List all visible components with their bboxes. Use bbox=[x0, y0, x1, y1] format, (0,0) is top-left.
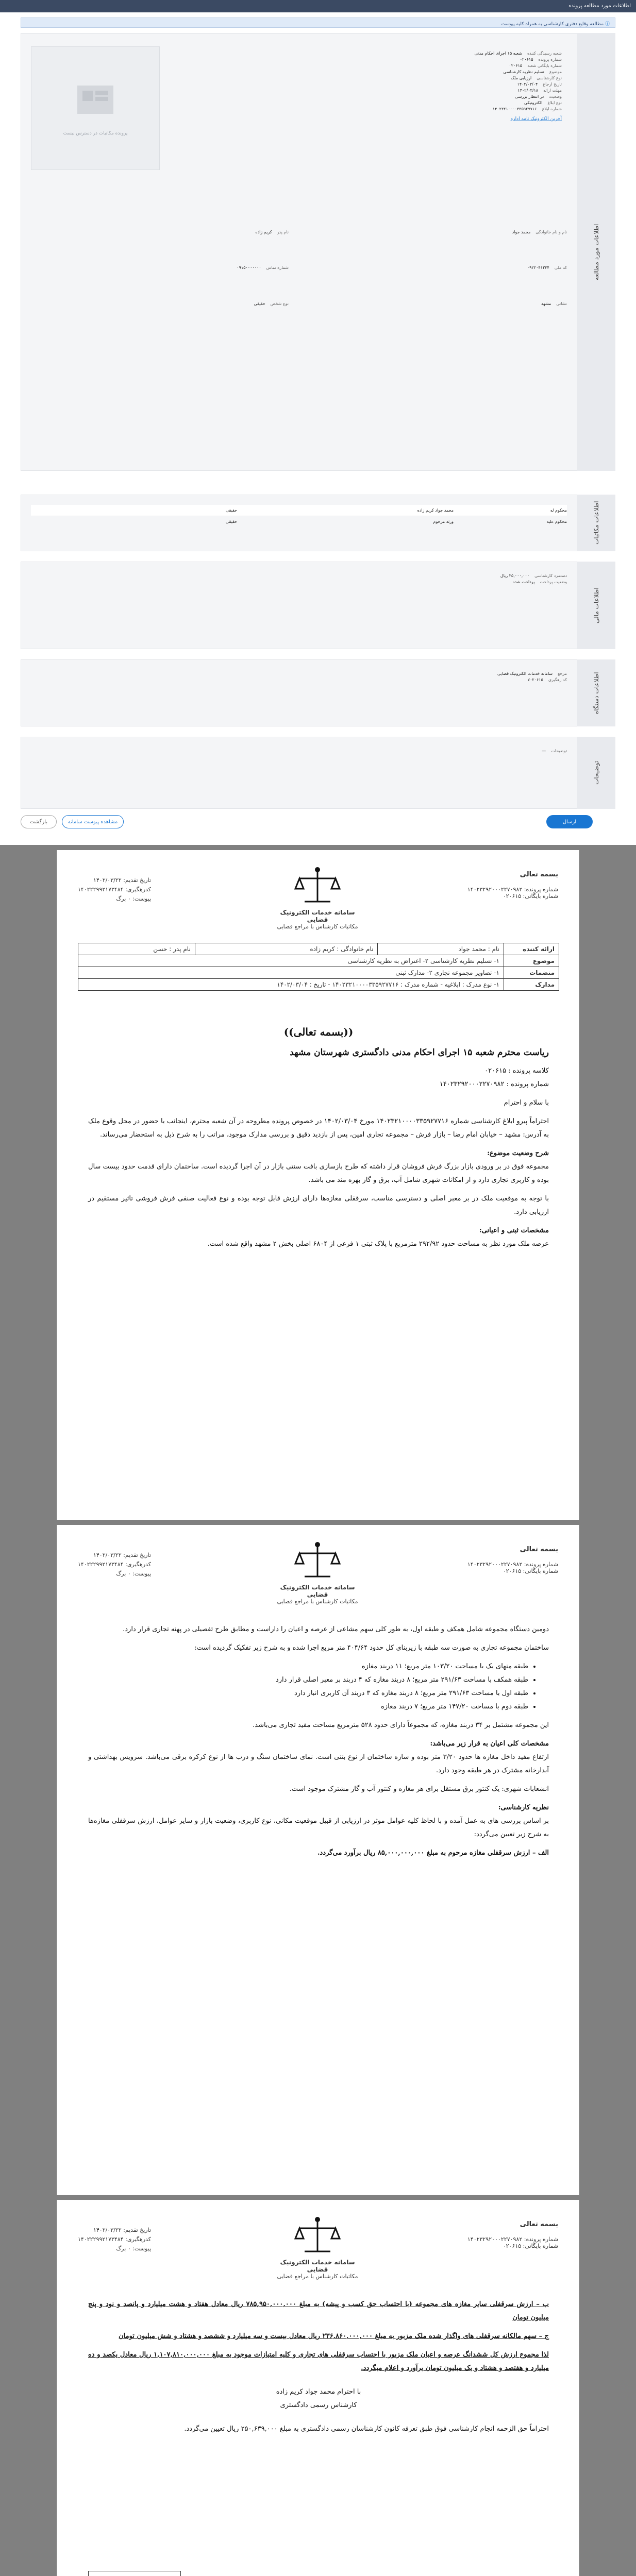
letter-paragraph: مجموعه فوق در بر ورودی بازار بزرگ فرش فروشان قرار داشته که طرح بازسازی بافت سنتی بازار در آن اجرا گردیده است. ساختمان دارای قدمت حدود بیست سال بوده و کاربری تجاری دارد و از امکانات شهری شامل آب، برق و گاز بهره مند می باشد. bbox=[88, 1163, 549, 1184]
meta-label: شماره بایگانی: bbox=[523, 2243, 558, 2249]
party-label: کد ملی bbox=[554, 265, 567, 270]
device-value: سامانه خدمات الکترونیک قضایی bbox=[497, 671, 553, 676]
image-caption: پرونده مکاتبات در دسترس نیست bbox=[63, 131, 128, 136]
party-value: کریم زاده bbox=[255, 230, 272, 235]
letter-file-no: شماره پرونده : ۱۴۰۲۳۲۹۲۰۰۰۲۲۷۰۹۸۲ bbox=[439, 1080, 549, 1088]
field-value: تسلیم نظریه کارشناسی bbox=[503, 70, 544, 74]
letter-paragraph: ساختمان مجموعه تجاری به صورت سه طبقه با زیربنای کل حدود ۴۰۴/۶۴ متر مربع اجرا شده و به شرح زیر تفکیک گردیده است: bbox=[194, 1644, 549, 1652]
section-tab-case-info[interactable]: اطلاعات مورد مطالعه bbox=[577, 33, 615, 471]
meta-value: پیوست: ۰ برگ bbox=[116, 895, 152, 902]
meta-label: کدرهگیری: bbox=[125, 1561, 152, 1568]
hdr-cell: نام خانوادگی : کریم زاده bbox=[195, 943, 378, 955]
letter-subtitle: مشخصات ثبتی و اعیانی: bbox=[479, 1227, 549, 1234]
field-value: ۱۴۰۲/۰۳/۱۸ bbox=[517, 88, 539, 93]
meta-label: شماره پرونده: bbox=[524, 2236, 558, 2243]
signature-box bbox=[88, 2571, 181, 2576]
letter-subtitle: شرح وضعیت موضوع: bbox=[487, 1149, 549, 1157]
section-tab-device[interactable]: اطلاعات دستگاه bbox=[577, 659, 615, 726]
letter-bullet: • طبقه اول با مساحت ۲۹۱/۶۳ متر مربع؛ ۸ دربند مغازه که ۳ دربند آن کاربری انبار دارد bbox=[88, 1687, 528, 1700]
related-cell: حقیقی bbox=[225, 519, 237, 524]
hdr-label: ارائه کننده bbox=[504, 943, 559, 955]
letter-paragraph: ج – سهم مالکانه سرقفلی های واگذار شده ملک مزبور به مبلغ ۲۳۶,۸۶۰,۰۰۰,۰۰۰ ریال معادل بیست و سه میلیارد و ششصد و هشتاد و شش میلیون تومان bbox=[119, 2332, 549, 2340]
party-label: نام پدر bbox=[277, 230, 289, 235]
meta-value: پیوست: ۰ برگ bbox=[116, 2245, 152, 2252]
letter-greeting: با سلام و احترام bbox=[504, 1099, 549, 1107]
meta-label: شماره پرونده: bbox=[524, 886, 558, 893]
letter-heading: ((بسمه تعالی)) bbox=[283, 1026, 354, 1038]
letter-confidential: بسمه تعالی bbox=[520, 871, 558, 878]
meta-value: ۱۴۰۲۲۲۹۹۲۱۷۳۴۸۴ bbox=[78, 2236, 124, 2243]
letter-subtitle: مشخصات کلی اعیان به قرار زیر می‌باشد: bbox=[430, 1740, 549, 1748]
letter-paragraph: احتراماً حق الزحمه انجام کارشناسی فوق طبق تعرفه کانون کارشناسان رسمی دادگستری به مبلغ ۲۵۰,۶۳۹,۰۰۰ ریال تعیین می‌گردد. bbox=[184, 2425, 549, 2433]
related-cell: ورثه مرحوم bbox=[433, 519, 454, 524]
court-emblem bbox=[274, 866, 361, 930]
field-label: شماره ابلاغ bbox=[542, 107, 562, 111]
court-emblem bbox=[274, 2215, 361, 2280]
device-label: مرجع bbox=[558, 671, 567, 676]
hdr-label: منضمات bbox=[504, 967, 559, 979]
court-emblem bbox=[274, 1540, 361, 1605]
org-line1: سامانه خدمات الکترونیک قضایی bbox=[280, 2259, 355, 2273]
meta-value: ۱۴۰۲۲۲۹۹۲۱۷۳۴۸۴ bbox=[78, 1561, 124, 1568]
letter-paragraph: عرصه ملک مورد نظر به مساحت حدود ۲۹۲/۹۲ مترمربع با پلاک ثبتی ۱ فرعی از ۶۸۰۴ اصلی بخش ۲ مشهد واقع شده است. bbox=[207, 1240, 549, 1248]
field-label: شماره بایگانی شعبه bbox=[527, 63, 562, 68]
case-fields bbox=[170, 49, 562, 183]
party-value: حقیقی bbox=[254, 301, 265, 306]
field-label: موضوع bbox=[549, 70, 562, 74]
letter-bullet: • طبقه منهای یک با مساحت ۱۰۳/۲۰ متر مربع؛ ۱۱ دربند مغازه bbox=[88, 1660, 528, 1673]
party-value: ۰۹۱۵۰۰۰۰۰۰۰ bbox=[237, 265, 261, 270]
org-line1: سامانه خدمات الکترونیک قضایی bbox=[280, 1584, 355, 1598]
related-cell: محکوم له bbox=[550, 508, 567, 513]
field-value: ۱۴۰۲/۰۳/۰۴ bbox=[517, 82, 538, 87]
meta-value: ۰۲۰۶۱۵ bbox=[503, 2243, 522, 2249]
meta-value: ۱۴۰۲۳۲۹۲۰۰۰۲۲۷۰۹۸۲ bbox=[467, 2236, 523, 2243]
notes-value: — bbox=[542, 749, 546, 753]
case-link[interactable]: آخرین الکترونیک نامه اداره bbox=[510, 116, 562, 122]
view-attachments-button[interactable]: مشاهده پیوست سامانه bbox=[62, 815, 124, 828]
letter-paragraph: با توجه به موقعیت ملک در بر معبر اصلی و دسترسی مناسب، سرقفلی مغازه‌ها دارای ارزش قابل توجه بوده و نوع فعالیت صنفی فرش فروشی تاثیر مستقیم در ارزیابی دارد. bbox=[88, 1195, 549, 1216]
letter-bullet: • طبقه همکف با مساحت ۲۹۱/۶۳ متر مربع؛ ۸ دربند مغازه که ۴ دربند بر معبر اصلی قرار دارد bbox=[88, 1673, 528, 1687]
party-label: نام و نام خانوادگی bbox=[535, 230, 567, 235]
gavel-icon bbox=[67, 80, 124, 127]
meta-label: شماره بایگانی: bbox=[523, 1568, 558, 1574]
scales-of-justice-icon bbox=[294, 2215, 341, 2257]
letter-class-no: کلاسه پرونده : ۰۲۰۶۱۵ bbox=[484, 1067, 549, 1075]
field-label: تاریخ ارجاع bbox=[543, 82, 562, 87]
meta-value: ۱۴۰۲/۰۳/۲۲ bbox=[93, 2227, 122, 2233]
meta-label: شماره پرونده: bbox=[524, 1561, 558, 1568]
letter-closing: کارشناس رسمی دادگستری bbox=[280, 2401, 357, 2409]
field-label: نوع ابلاغ bbox=[547, 100, 562, 105]
letter-body-3 bbox=[88, 2298, 549, 2441]
hdr-cell: نام : محمد جواد bbox=[378, 943, 504, 955]
meta-value: ۱۴۰۲۳۲۹۲۰۰۰۲۲۷۰۹۸۲ bbox=[467, 1561, 523, 1568]
letter-paragraph: احتراماً پیرو ابلاغ کارشناسی شماره ۱۴۰۲۳۲۱۰۰۰۰۳۳۵۹۲۷۷۱۶ مورخ ۱۴۰۲/۰۳/۰۴ در خصوص پرونده مطروحه در آن شعبه محترم، اینجانب با حضور در محل وقوع ملک به آدرس: مشهد – خیابان امام رضا – بازار فرش – مجموعه تجاری امین، پس از بازدید دقیق و بررسی مدارک موجود، مراتب را به شرح ذیل به استحضار می‌رساند. bbox=[88, 1117, 549, 1139]
letter-paragraph: بر اساس بررسی های به عمل آمده و با لحاظ کلیه عوامل موثر در ارزیابی از قبیل موقعیت مکانی، نوع کاربری، وضعیت بازار و سایر عوامل، ارزش سرقفلی مغازه‌ها به شرح زیر تعیین می‌گردد: bbox=[88, 1817, 549, 1838]
hdr-cell: نام پدر : حسن bbox=[78, 943, 195, 955]
hdr-cell: ۱- تصاویر مجموعه تجاری ۲- مدارک ثبتی bbox=[78, 967, 504, 979]
letter-closing: با احترام محمد جواد کریم زاده bbox=[276, 2388, 361, 2396]
scales-of-justice-icon bbox=[294, 1540, 341, 1582]
related-cell: محکوم علیه bbox=[546, 519, 567, 524]
field-label: مهلت ارائه bbox=[543, 88, 562, 93]
field-value: الکترونیکی bbox=[524, 100, 543, 105]
meta-value: ۱۴۰۲/۰۳/۲۲ bbox=[93, 877, 122, 884]
letter-paragraph: ارتفاع مفید داخل مغازه ها حدود ۳/۲۰ متر بوده و سازه ساختمان از نوع بتنی است. نمای ساختمان سنگ و درب ها از نوع کرکره برقی می‌باشد. سرویس بهداشتی و آبدارخانه مشترک در هر طبقه وجود دارد. bbox=[88, 1753, 549, 1774]
letter-meta-case bbox=[467, 1561, 558, 1574]
hdr-cell: ۱- تسلیم نظریه کارشناسی ۲- اعتراض به نظریه کارشناسی bbox=[78, 955, 504, 967]
info-icon: ⓘ bbox=[605, 22, 610, 27]
field-label: وضعیت bbox=[549, 94, 562, 99]
org-line2: مکاتبات کارشناس با مراجع قضایی bbox=[277, 2273, 358, 2280]
meta-value: ۰۲۰۶۱۵ bbox=[503, 893, 522, 900]
letter-paragraph: لذا مجموع ارزش کل ششدانگ عرصه و اعیان ملک مزبور با احتساب سرقفلی های تجاری و کلیه امتیازات موجود به مبلغ ۱,۱۰۷,۸۱۰,۰۰۰,۰۰۰ ریال معادل یکصد و ده میلیارد و هفتصد و هشتاد و یک میلیون تومان برآورد و اعلام میگردد. bbox=[88, 2351, 549, 2372]
device-rows bbox=[31, 670, 567, 684]
meta-label: کدرهگیری: bbox=[125, 886, 152, 893]
hdr-cell: ۱- نوع مدرک : ابلاغیه - شماره مدرک : ۱۴۰۲۳۲۱۰۰۰۰۳۳۵۹۲۷۷۱۶ - تاریخ : ۱۴۰۲/۰۳/۰۴ bbox=[78, 979, 504, 991]
case-image-placeholder bbox=[31, 46, 160, 170]
letter-meta-dates bbox=[78, 1551, 151, 1579]
letter-body-2 bbox=[88, 1623, 549, 1865]
hdr-label: موضوع bbox=[504, 955, 559, 967]
letter-address: ریاست محترم شعبه ۱۵ اجرای احکام مدنی دادگستری شهرستان مشهد bbox=[290, 1047, 549, 1058]
party-value: ۰۹۲۲۰۴۱۲۳۴ bbox=[527, 265, 549, 270]
letter-subtitle: نظریه کارشناسی: bbox=[498, 1804, 549, 1811]
back-button[interactable]: بازگشت bbox=[21, 815, 57, 828]
field-value: در انتظار بررسی bbox=[515, 94, 544, 99]
meta-label: تاریخ تقدیم: bbox=[123, 1552, 152, 1558]
letter-body-1 bbox=[88, 1025, 549, 1256]
field-value: شعبه ۱۵ اجرای احکام مدنی bbox=[474, 51, 522, 56]
field-label: شعبه رسیدگی کننده bbox=[527, 51, 562, 56]
hdr-label: مدارک bbox=[504, 979, 559, 991]
financial-label: دستمزد کارشناسی bbox=[534, 573, 567, 578]
party-label: شماره تماس bbox=[266, 265, 289, 270]
field-value: ۰۲۰۶۱۵ bbox=[520, 57, 533, 62]
notes-label: توضیحات bbox=[551, 749, 567, 753]
financial-label: وضعیت پرداخت bbox=[540, 580, 567, 584]
party-label: نشانی bbox=[556, 301, 567, 306]
letter-meta-case bbox=[467, 886, 558, 900]
section-tab-related[interactable]: اطلاعات مکاتبات bbox=[577, 495, 615, 551]
meta-value: ۱۴۰۲۳۲۹۲۰۰۰۲۲۷۰۹۸۲ bbox=[467, 886, 523, 893]
letter-paragraph: انشعابات شهری: یک کنتور برق مستقل برای هر مغازه و کنتور آب و گاز مشترک موجود است. bbox=[289, 1785, 549, 1793]
alert-text: مطالعه وقایع دفتری کارشناسی به همراه کلیه پیوست bbox=[501, 22, 604, 27]
field-label: نوع کارشناسی bbox=[537, 76, 562, 80]
section-tab-financial[interactable]: اطلاعات مالی bbox=[577, 562, 615, 649]
letter-paragraph: الف – ارزش سرقفلی مغازه مرحوم به مبلغ ۸۵,۰۰۰,۰۰۰,۰۰۰ ریال برآورد می‌گردد. bbox=[317, 1849, 549, 1857]
field-value: ۱۴۰۲۳۲۱۰۰۰۰۳۳۵۹۲۷۷۱۶ bbox=[492, 107, 537, 111]
party-label: نوع شخص bbox=[270, 301, 289, 306]
letter-meta-case bbox=[467, 2236, 558, 2249]
section-tab-notes[interactable]: توضیحات bbox=[577, 737, 615, 809]
org-line2: مکاتبات کارشناس با مراجع قضایی bbox=[277, 923, 358, 930]
related-table bbox=[31, 505, 567, 527]
letter-meta-dates bbox=[78, 876, 151, 904]
send-button[interactable]: ارسال bbox=[546, 815, 593, 828]
meta-value: پیوست: ۰ برگ bbox=[116, 1570, 152, 1577]
meta-value: ۱۴۰۲/۰۳/۲۲ bbox=[93, 1552, 122, 1558]
meta-value: ۰۲۰۶۱۵ bbox=[503, 1568, 522, 1574]
letter-confidential: بسمه تعالی bbox=[520, 2221, 558, 2228]
letter-header-table bbox=[78, 943, 559, 991]
letter-paragraph: این مجموعه مشتمل بر ۳۴ دربند مغازه، که مجموعاً دارای حدود ۵۲۸ مترمربع مساحت مفید تجاری می‌باشد. bbox=[253, 1721, 549, 1729]
financial-rows bbox=[31, 572, 567, 586]
org-line1: سامانه خدمات الکترونیک قضایی bbox=[280, 909, 355, 923]
meta-label: تاریخ تقدیم: bbox=[123, 877, 152, 884]
party-value: مشهد bbox=[541, 301, 551, 306]
field-value: ارزیابی ملک bbox=[511, 76, 532, 80]
related-cell: محمد جواد کریم زاده bbox=[417, 508, 454, 513]
letter-meta-dates bbox=[78, 2226, 151, 2253]
field-label: شماره پرونده bbox=[538, 57, 562, 62]
letter-page-2 bbox=[57, 1525, 579, 2195]
party-fields bbox=[31, 216, 567, 319]
party-value: محمد جواد bbox=[512, 230, 531, 235]
financial-value: ۲۵,۰۰۰,۰۰۰ ریال bbox=[500, 573, 530, 578]
meta-label: شماره بایگانی: bbox=[523, 893, 558, 900]
letter-paragraph: دومین دستگاه مجموعه شامل همکف و طبقه اول، به طور کلی سهم مشاعی از عرصه و اعیان را داراست و مطابق طرح تفصیلی در پهنه تجاری قرار دارد. bbox=[123, 1625, 549, 1633]
letter-page-1 bbox=[57, 850, 579, 1520]
letter-page-3 bbox=[57, 2200, 579, 2576]
alert-banner bbox=[21, 18, 615, 28]
field-value: ۰۲۰۶۱۵ bbox=[509, 63, 523, 68]
letter-paragraph: ب – ارزش سرقفلی سایر مغازه های مجموعه (با احتساب حق کسب و پیشه) به مبلغ ۷۸۵,۹۵۰,۰۰۰,۰۰۰ ریال معادل هفتاد و هشت میلیارد و پانصد و نود و پنج میلیون تومان bbox=[88, 2300, 549, 2321]
scales-of-justice-icon bbox=[294, 866, 341, 907]
related-cell: حقیقی bbox=[225, 508, 237, 513]
device-value: ۷۰۲۰۶۱۵ bbox=[527, 677, 543, 682]
org-line2: مکاتبات کارشناس با مراجع قضایی bbox=[277, 1598, 358, 1605]
device-label: کد رهگیری bbox=[548, 677, 567, 682]
meta-value: ۱۴۰۲۲۲۹۹۲۱۷۳۴۸۴ bbox=[78, 886, 124, 893]
topbar: اطلاعات مورد مطالعه پرونده bbox=[0, 0, 636, 12]
notes-row bbox=[31, 747, 567, 755]
financial-value: پرداخت شده bbox=[512, 580, 535, 584]
meta-label: کدرهگیری: bbox=[125, 2236, 152, 2243]
meta-label: تاریخ تقدیم: bbox=[123, 2227, 152, 2233]
letter-bullet: • طبقه دوم با مساحت ۱۴۷/۲۰ متر مربع؛ ۷ دربند مغازه bbox=[88, 1700, 528, 1714]
letter-confidential: بسمه تعالی bbox=[520, 1546, 558, 1553]
